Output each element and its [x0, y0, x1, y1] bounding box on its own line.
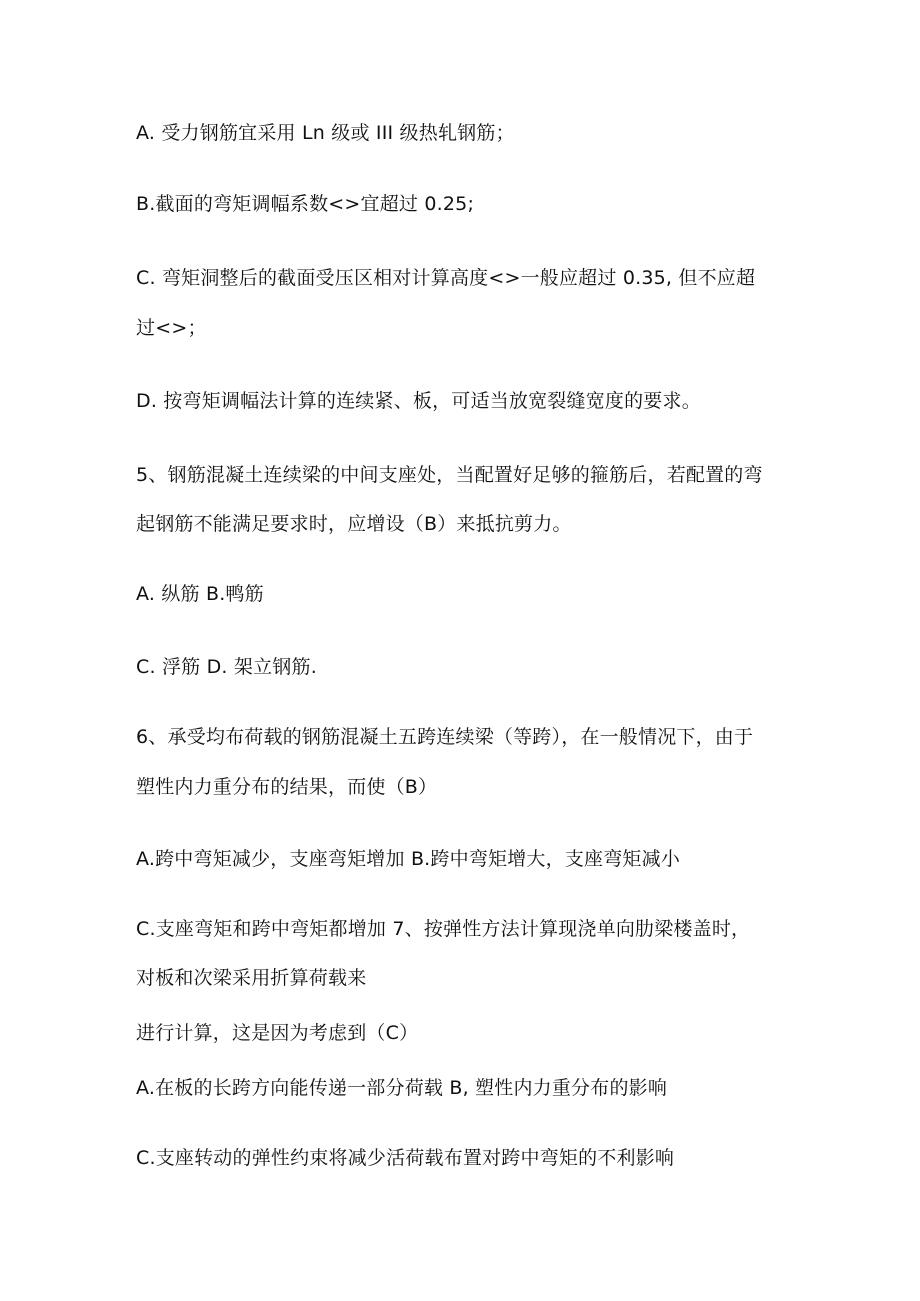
question-5-options-cd: C. 浮筋 D. 架立钢筋. [136, 656, 317, 678]
question-5-line: 5、钢筋混凝土连续梁的中间支座处，当配置好足够的箍筋后，若配置的弯 [136, 464, 763, 486]
question-7-option-c: C.支座转动的弹性约束将减少活荷载布置对跨中弯矩的不利影响 [136, 1147, 675, 1169]
option-d-line: D. 按弯矩调幅法计算的连续紧、板，可适当放宽裂缝宽度的要求。 [136, 390, 701, 412]
question-5-line-cont: 起钢筋不能满足要求时，应增设（B）来抵抗剪力。 [136, 513, 572, 535]
question-5-options-ab: A. 纵筋 B.鸭筋 [136, 583, 264, 605]
question-7-line-cont-2: 进行计算，这是因为考虑到（C） [136, 1022, 419, 1044]
option-b-line: B.截面的弯矩调幅系数<>宜超过 0.25; [136, 193, 475, 215]
question-7-line-cont: 对板和次梁采用折算荷载来 [136, 967, 367, 989]
option-c-line: C. 弯矩洞整后的截面受压区相对计算高度<>一般应超过 0.35, 但不应超 [136, 267, 756, 289]
option-a-line: A. 受力钢筋宜采用 Ln 级或 III 级热轧钢筋； [136, 122, 515, 144]
question-6-option-c-question-7: C.支座弯矩和跨中弯矩都增加 7、按弹性方法计算现浇单向肋梁楼盖时， [136, 918, 751, 940]
question-7-options-ab: A.在板的长跨方向能传递一部分荷载 B, 塑性内力重分布的影响 [136, 1077, 668, 1099]
question-6-line: 6、承受均布荷载的钢筋混凝土五跨连续梁（等跨），在一般情况下，由于 [136, 726, 754, 748]
question-6-line-cont: 塑性内力重分布的结果，而使（B） [136, 776, 438, 798]
option-c-line-cont: 过<>； [136, 317, 207, 339]
question-6-options-ab: A.跨中弯矩减少，支座弯矩增加 B.跨中弯矩增大，支座弯矩减小 [136, 848, 681, 870]
